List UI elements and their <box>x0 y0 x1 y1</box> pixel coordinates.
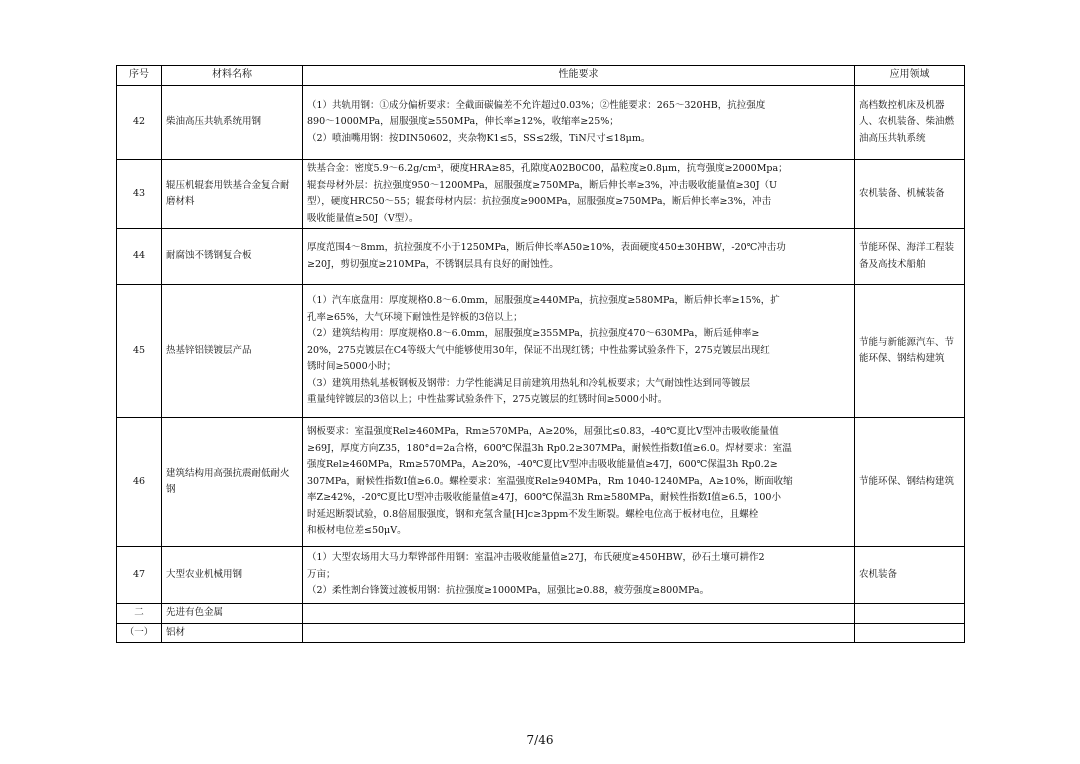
performance-line: 307MPa，耐候性指数I值≥6.0。螺栓要求：室温强度Rel≥940MPa，Rm 1040-1240MPa，A≥10%，断面收缩 <box>307 475 793 487</box>
performance-requirements <box>303 285 855 418</box>
section-number: 二 <box>117 604 162 624</box>
performance-line: 20%，275克镀层在C4等级大气中能够使用30年，保证不出现红锈；中性盐雾试验条件下，275克镀层出现红 <box>307 344 770 356</box>
empty-cell <box>303 604 855 624</box>
row-number: 42 <box>117 86 162 160</box>
performance-line: 吸收能量值≥50J（V型）。 <box>307 212 419 224</box>
material-name: 建筑结构用高强抗震耐低耐火钢 <box>162 418 303 547</box>
performance-line: （1）共轨用钢：①成分偏析要求：全截面碳偏差不允许超过0.03%；②性能要求：265～320HB，抗拉强度 <box>307 99 766 111</box>
empty-cell <box>855 623 965 643</box>
section-row <box>117 623 965 643</box>
performance-line: 锈时间≥5000小时； <box>307 361 397 373</box>
table-row <box>117 285 965 418</box>
table-row <box>117 229 965 285</box>
performance-line: 时延迟断裂试验，0.8倍屈服强度，钢和充氢含量[H]c≥3ppm不发生断裂。螺栓电位高于板材电位，且螺栓 <box>307 508 759 520</box>
row-number: 46 <box>117 418 162 547</box>
performance-line: 辊套母材外层：抗拉强度950～1200MPa，屈服强度≥750MPa，断后伸长率≥3%，冲击吸收能量值≥30J（U <box>307 179 778 191</box>
header-no: 序号 <box>117 66 162 86</box>
performance-line: 钢板要求：室温强度Rel≥460MPa，Rm≥570MPa，A≥20%，屈强比≤0.83，-40℃夏比V型冲击吸收能量值 <box>307 426 779 438</box>
application-field: 节能环保、海洋工程装备及高技术船舶 <box>855 229 965 285</box>
performance-requirements <box>303 160 855 229</box>
material-name: 辊压机辊套用铁基合金复合耐磨材料 <box>162 160 303 229</box>
table-row <box>117 418 965 547</box>
performance-line: （1）汽车底盘用：厚度规格0.8～6.0mm，屈服强度≥440MPa，抗拉强度≥580MPa，断后伸长率≥15%，扩 <box>307 295 780 307</box>
material-spec-table <box>116 65 965 643</box>
performance-line: 890～1000MPa，屈服强度≥550MPa，伸长率≥12%，收缩率≥25%； <box>307 116 619 128</box>
material-name: 大型农业机械用钢 <box>162 547 303 604</box>
material-name: 耐腐蚀不锈钢复合板 <box>162 229 303 285</box>
empty-cell <box>855 604 965 624</box>
subsection-number: （一） <box>117 623 162 643</box>
performance-line: （2）建筑结构用：厚度规格0.8～6.0mm，屈服强度≥355MPa，抗拉强度470～630MPa，断后延伸率≥ <box>307 328 760 340</box>
performance-line: （1）大型农场用大马力犁铧部件用钢：室温冲击吸收能量值≥27J，布氏硬度≥450HBW，砂石土壤可耕作2 <box>307 552 765 564</box>
performance-requirements <box>303 229 855 285</box>
empty-cell <box>303 623 855 643</box>
performance-line: 厚度范围4～8mm，抗拉强度不小于1250MPa，断后伸长率A50≥10%，表面硬度450±30HBW，-20℃冲击功 <box>307 242 786 253</box>
application-field: 节能环保、钢结构建筑 <box>855 418 965 547</box>
performance-line: （3）建筑用热轧基板钢板及钢带：力学性能满足目前建筑用热轧和冷轧板要求；大气耐蚀性达到同等镀层 <box>307 377 751 389</box>
row-number: 44 <box>117 229 162 285</box>
performance-line: （2）柔性割台锋簧过渡板用钢：抗拉强度≥1000MPa，屈强比≥0.88，疲劳强度≥800MPa。 <box>307 585 710 597</box>
performance-requirements <box>303 86 855 160</box>
table-row <box>117 160 965 229</box>
page-number: 7/46 <box>526 733 554 747</box>
performance-line: 重量纯锌镀层的3倍以上；中性盐雾试验条件下，275克镀层的红锈时间≥5000小时。 <box>307 394 668 406</box>
section-row <box>117 604 965 624</box>
performance-line: 和板材电位差≤50μV。 <box>307 525 407 537</box>
performance-line: ≥69J，厚度方向Z35，180°d=2a合格，600℃保温3h Rp0.2≥307MPa，耐候性指数I值≥6.0。焊材要求：室温 <box>307 442 792 454</box>
subsection-title: 铝材 <box>162 623 303 643</box>
application-field: 农机装备 <box>855 547 965 604</box>
header-application: 应用领域 <box>855 66 965 86</box>
material-name: 热基锌铝镁镀层产品 <box>162 285 303 418</box>
application-field: 节能与新能源汽车、节能环保、钢结构建筑 <box>855 285 965 418</box>
performance-line: 孔率≥65%，大气环境下耐蚀性是锌板的3倍以上； <box>307 311 523 323</box>
performance-line: 率Z≥42%，-20℃夏比U型冲击吸收能量值≥47J，600℃保温3h Rm≥580MPa，耐候性指数I值≥6.5，100小 <box>307 492 781 504</box>
performance-line: 型），硬度HRC50～55；辊套母材内层：抗拉强度≥900MPa，屈服强度≥750MPa，断后伸长率≥3%，冲击 <box>307 196 772 207</box>
row-number: 45 <box>117 285 162 418</box>
application-field: 高档数控机床及机器人、农机装备、柴油燃油高压共轨系统 <box>855 86 965 160</box>
section-title: 先进有色金属 <box>162 604 303 624</box>
material-name: 柴油高压共轨系统用钢 <box>162 86 303 160</box>
performance-line: （2）喷油嘴用钢：按DIN50602，夹杂物K1≤5，SS≤2级，TiN尺寸≤18μm。 <box>307 132 651 144</box>
table-header-row <box>117 66 965 86</box>
table-row <box>117 86 965 160</box>
header-performance: 性能要求 <box>303 66 855 86</box>
performance-requirements <box>303 418 855 547</box>
row-number: 47 <box>117 547 162 604</box>
performance-line: 强度Rel≥460MPa，Rm≥570MPa，A≥20%，-40℃夏比V型冲击吸收能量值≥47J，600℃保温3h Rp0.2≥ <box>307 459 778 471</box>
performance-line: 万亩； <box>307 568 336 580</box>
performance-line: 铁基合金：密度5.9～6.2g/cm³，硬度HRA≥85，孔隙度A02B0C00，晶粒度≥0.8μm，抗弯强度≥2000Mpa； <box>307 163 788 174</box>
table-row <box>117 547 965 604</box>
row-number: 43 <box>117 160 162 229</box>
application-field: 农机装备、机械装备 <box>855 160 965 229</box>
header-material-name: 材料名称 <box>162 66 303 86</box>
performance-requirements <box>303 547 855 604</box>
performance-line: ≥20J，剪切强度≥210MPa，不锈钢层具有良好的耐蚀性。 <box>307 258 559 270</box>
